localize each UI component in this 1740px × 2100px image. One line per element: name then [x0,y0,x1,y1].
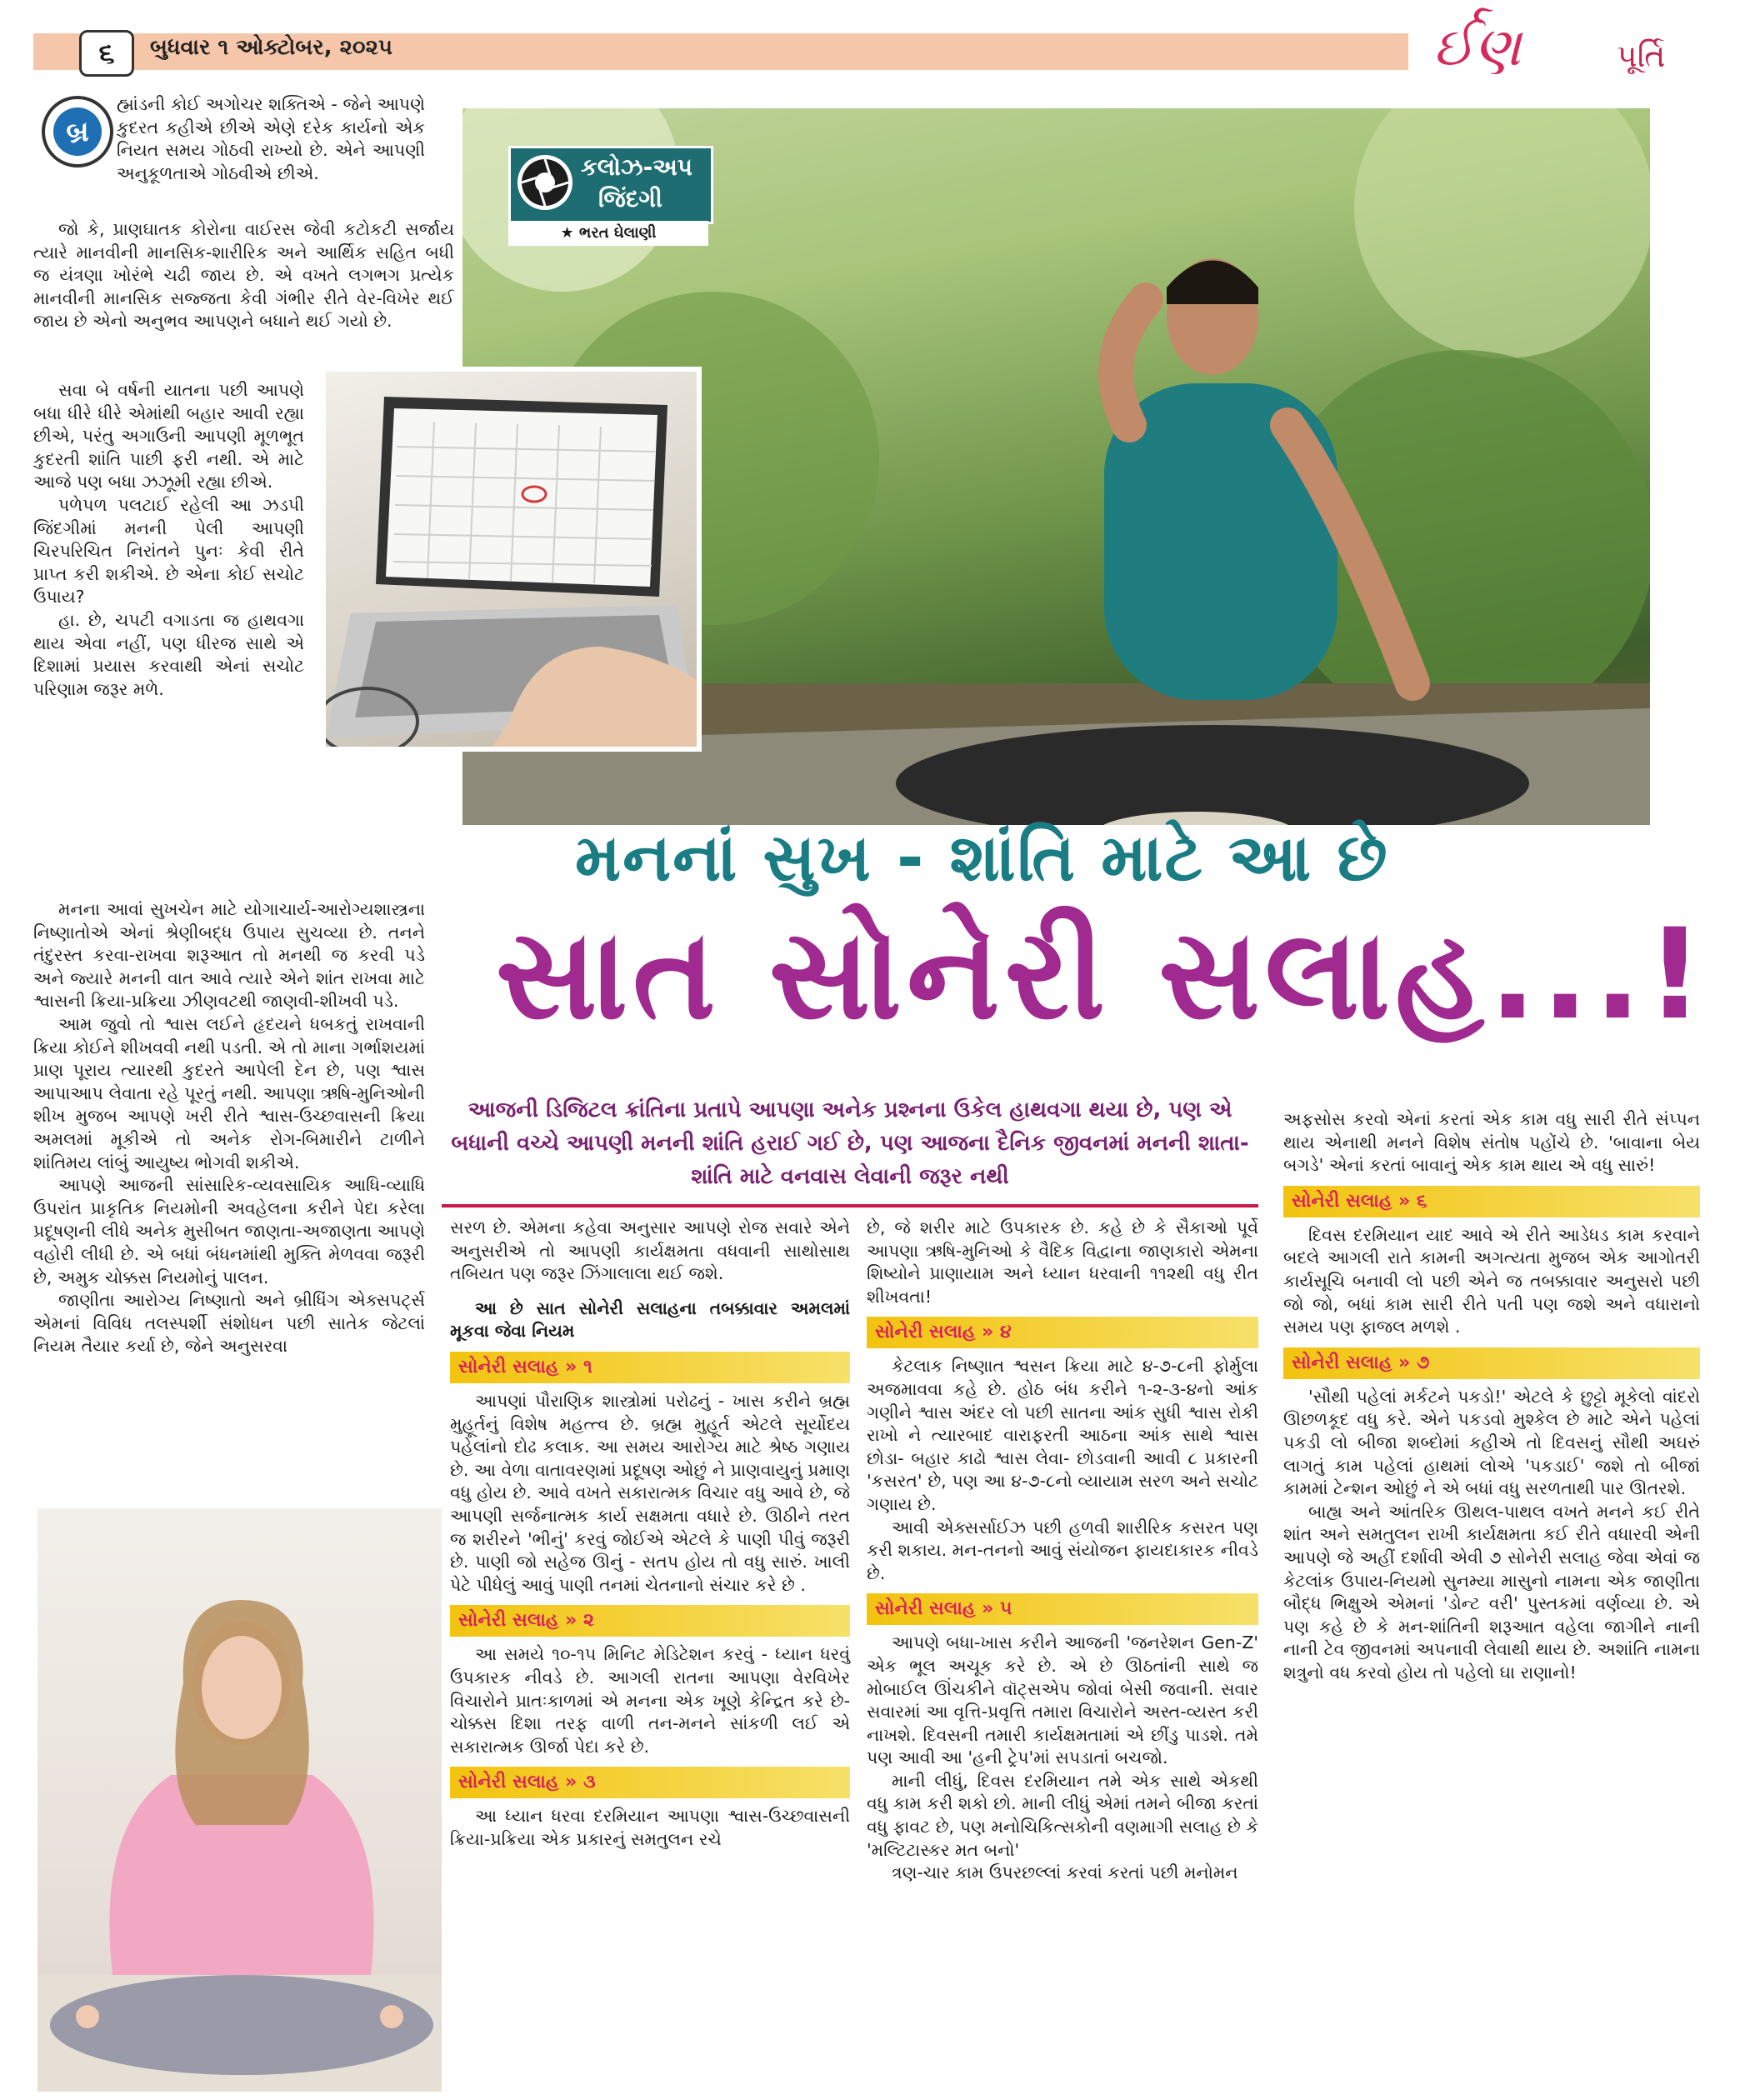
camera-aperture-icon [518,155,572,210]
paragraph: આપણે આજની સાંસારિક-વ્યવસાયિક આધિ-વ્યાધિ ઉપરાંત પ્રાકૃતિક નિયમોની અવહેલના કરીને પેદા કરેલા પ્રદૂષણની લીધે અનેક મુસીબત જાણતા-અજાણતા આપણે વહોરી લીધી છે. એ બધાં બંધનમાંથી મુક્તિ મેળવવા જરૂરી છે, અમુક ચોક્કસ નિયમોનું પાલન. [33,1175,425,1288]
dropcap-circle [42,96,113,168]
tip-heading-1: સોનેરી સલાહ » ૧ [450,1352,850,1383]
meditating-woman-photo [38,1508,442,2092]
page-number: ૬ [79,30,134,77]
headline-deck: આજની ડિજિટલ ક્રાંતિના પ્રતાપે આપણા અનેક પ્રશ્નના ઉકેલ હાથવગા થયા છે, પણ એ બધાની વચ્ચે આપણી મનની શાંતિ હરાઈ ગઈ છે, પણ આજના દૈનિક જીવનમાં મનની શાતા-શાંતિ માટે વનવાસ લેવાની જરૂર નથી [451,1098,1249,1189]
laptop-calendar-photo [321,367,702,752]
supplement-label: પૂર્તિ [1617,38,1666,74]
tip-heading-3: સોનેરી સલાહ » ૩ [450,1767,850,1798]
paragraph: છે, જે શરીર માટે ઉપકારક છે. કહે છે કે સૈકાઓ પૂર્વે આપણા ઋષિ-મુનિઓ કે વૈદિક વિદ્વાના જાણકારો એમના શિષ્યોને પ્રાણાયામ અને ધ્યાન ધરવાની ૧૧૨થી વધુ રીત શીખવતા! [867,1218,1258,1307]
paragraph: ત્રણ-ચાર કામ ઉપરછલ્લાં કરવાં કરતાં પછી મનોમન [892,1862,1238,1883]
tip-heading-7: સોનેરી સલાહ » ૭ [1283,1348,1700,1379]
paragraph: હ્માંડની કોઈ અગોચર શક્તિએ - જેને આપણે કુદરત કહીએ છીએ એણે દરેક કાર્યનો એક નિયત સમય ગોઠવી રાખ્યો છે. એને આપણી અનુકૂળતાએ ગોઠવીએ છીએ. [117,94,425,183]
article-col1-top [117,93,425,185]
column-title-line2: જિંદગી [598,185,662,212]
paragraph: પળેપળ પલટાઈ રહેલી આ ઝડપી જિંદગીમાં મનની પેલી આપણી ચિરપરિચિત નિરાંતને પુનઃ કેવી રીતે પ્રાપ્ત કરી શકીએ. છે એના કોઈ સચોટ ઉપાય? [33,494,304,608]
headline-kicker: મનનાં સુખ - શાંતિ માટે આ છે [575,821,1389,896]
article-col1-c [33,898,425,1358]
paragraph: માની લીધું, દિવસ દરમિયાન તમે એક સાથે એકથી વધુ કામ કરી શકો છો. માની લીધું એમાં તમને બીજા કરતાં વધુ ફાવટ છે, પણ મનોચિકિત્સકોની વણમાગી સલાહ છે કે 'મલ્ટિટાસ્કર મત બનો' [867,1770,1258,1860]
article-col1-a [33,218,454,333]
article-col3 [867,1217,1258,1885]
article-col1-b [33,379,304,701]
paragraph: મનના આવાં સુખચેન માટે યોગાચાર્ય-આરોગ્યશાસ્ત્રના નિષ્ણાતોએ એનાં શ્રેણીબદ્ધ ઉપાય સુચવ્યા છે. તનને તંદુરસ્ત કરવા-રાખવા શરૂઆત તો મનથી જ કરવી પડે અને જ્યારે મનની વાત આવે ત્યારે એને શાંત રાખવા માટે શ્વાસની ક્રિયા-પ્રક્રિયા ઝીણવટથી જાણવી-શીખવી પડે. [33,899,425,1012]
paragraph: બાહ્ય અને આંતરિક ઊથલ-પાથલ વખતે મનને કઈ રીતે શાંત અને સમતુલન રાખી કાર્યક્ષમતા કઈ રીતે વધારવી એની આપણે જે અહીં દર્શાવી એવી ૭ સોનેરી સલાહ જેવા એવાં જ કેટલાંક ઉપાય-નિયમો સુનમ્યા માસુનો નામના એક જાણીતા બૌદ્ધ ભિક્ષુએ એમનાં 'ડોન્ટ વરી' પુસ્તકમાં વર્ણવ્યા છે. એ પણ કહે છે કે મન-શાંતિની શરૂઆત વહેલા જાગીને નાની નાની ટેવ જીવનમાં અપનાવી લેવાથી થાય છે. અશાંતિ નામના શત્રુનો વધ કરવો હોય તો પહેલો ઘા રાણાનો! [1283,1501,1700,1682]
issue-date: બુધવાર ૧ ઓક્ટોબર, ૨૦૨૫ [150,35,392,60]
paragraph: 'સૌથી પહેલાં મર્કટને પકડો!' એટલે કે છુટ્ટો મૂકેલો વાંદરો ઊછળકૂદ વધુ કરે. એને પકડવો મુશ્કેલ છે માટે એને પહેલાં પકડી લો બીજા શબ્દોમાં કહીએ તો દિવસનું સૌથી અઘરું લાગતું કામ પહેલાં હાથમાં લોએ 'પકડાઈ' જશે તો બીજાં કામમાં ટેન્શન ઓછું ને એ બધાં વધુ સરળતાથી પાર ઊતરશે. [1283,1386,1700,1499]
tip-heading-5: સોનેરી સલાહ » ૫ [867,1593,1258,1625]
paragraph: સવા બે વર્ષની યાતના પછી આપણે બધા ધીરે ધીરે એમાંથી બહાર આવી રહ્યા છીએ, પરંતુ અગાઉની આપણી મૂળભૂત કુદરતી શાંતિ પાછી ફરી નથી. એ માટે આજે પણ બધા ઝઝૂમી રહ્યા છીએ. [33,380,304,492]
paragraph: દિવસ દરમિયાન યાદ આવે એ રીતે આડેધડ કામ કરવાને બદલે આગલી રાતે કામની અગત્યતા મુજબ એક આગોતરી કાર્યસૂચિ બનાવી લો પછી એને જ તબક્કાવાર અનુસરો પછી જો જો, બધાં કામ સારી રીતે પતી પણ જશે અને વધારાનો સમય પણ ફાજલ મળશે . [1283,1224,1700,1338]
paragraph: જો કે, પ્રાણઘાતક કોરોના વાઈરસ જેવી કટોકટી સર્જાય ત્યારે માનવીની માનસિક-શારીરિક અને આર્થિક સહિત બધી જ યંત્રણા ખોરંભે ચઢી જાય છે. એ વખતે લગભગ પ્રત્યેક માનવીની માનસિક સજ્જતા કેવી ગંભીર રીતે વેર-વિખેર થઈ જાય છે એનો અનુભવ આપણને બધાને થઈ ગયો છે. [33,219,454,332]
paragraph: આ સમયે ૧૦-૧૫ મિનિટ મેડિટેશન કરવું - ધ્યાન ધરવું ઉપકારક નીવડે છે. આગલી રાતના આપણા વેરવિખેર વિચારોને પ્રાતઃકાળમાં એ મનના એક ખૂણે કેન્દ્રિત કરે છે- ચોક્કસ દિશા તરફ વાળી તન-મનને સાંકળી લઈ એ સકારાત્મક ઊર્જા પેદા કરે છે. [450,1644,850,1757]
paragraph: હા. છે, ચપટી વગાડતા જ હાથવગા થાય એવા નહીં, પણ ધીરજ સાથે એ દિશામાં પ્રયાસ કરવાથી એનાં સચોટ પરિણામ જરૂર મળે. [33,609,304,699]
paragraph: આમ જુવો તો શ્વાસ લઈને હૃદયને ધબકતું રાખવાની ક્રિયા કોઈને શીખવવી નથી પડતી. એ તો માના ગર્ભાશયમાં પ્રાણ પૂરાય ત્યારથી કુદરતે આપેલી દેન છે, પણ શ્વાસ આપાઆપ લેવાતા રહે પૂરતું નથી. આપણા ઋષિ-મુનિઓની શીખ મુજબ આપણે ખરી રીતે શ્વાસ-ઉચ્છવાસની ક્રિયા અમલમાં મૂકીએ તો અનેક રોગ-બિમારીને ટાળીને શાંતિમય લાંબું આયુષ્ય ભોગવી શકીએ. [33,1013,425,1172]
tip-heading-6: સોનેરી સલાહ » ૬ [1283,1186,1700,1218]
article-col4 [1283,1108,1700,1684]
supplement-logo: ર્ઈણ [1433,17,1522,78]
paragraph: આવી એક્સર્સાઈઝ પછી હળવી શારીરિક કસરત પણ કરી શકાય. મન-તનનો આવું સંયોજન ફાયદાકારક નીવડે છે. [867,1517,1258,1583]
paragraph: કેટલાક નિષ્ણાત શ્વસન ક્રિયા માટે ૪-૭-૮ની ફોર્મુલા અજમાવવા કહે છે. હોઠ બંધ કરીને ૧-૨-૩-૪નો આંક ગણીને શ્વાસ અંદર લો પછી સાતના આંક સુધી શ્વાસ રોકી રાખો ને ત્યારબાદ વારાફરતી આઠના આંક સાથે શ્વાસ છોડા- બહાર કાઢો શ્વાસ લેવા- છોડવાની આવી ૮ પ્રકારની 'કસરત' છે, પણ આ ૪-૭-૮નો વ્યાયામ સરળ અને સચોટ ગણાય છે. [867,1356,1258,1514]
article-col2 [450,1217,850,1851]
paragraph: જાણીતા આરોગ્ય નિષ્ણાતો અને બ્રીધિંગ એક્સપર્ટ્સ એમનાં વિવિધ તલસ્પર્શી સંશોધન પછી સાતેક જેટલાં નિયમ તૈયાર કર્યા છે, જેને અનુસરવા [33,1290,425,1357]
paragraph: અફસોસ કરવો એનાં કરતાં એક કામ વધુ સારી રીતે સંપ્પન થાય એનાથી મનને વિશેષ સંતોષ પહોંચે છે. 'બાવાના બેય બગડે' એનાં કરતાં બાવાનું એક કામ થાય એ વધુ સારું! [1283,1109,1700,1176]
deck-divider [442,1204,1258,1208]
paragraph: આપણાં પૌરાણિક શાસ્ત્રોમાં પરોઢનું - ખાસ કરીને બ્રહ્મ મુહૂર્તનું વિશેષ મહત્ત્વ છે. બ્રહ્મ મુહૂર્ત એટલે સૂર્યોદય પહેલાંનો દોઢ કલાક. આ સમય આરોગ્ય માટે શ્રેષ્ઠ ગણાય છે. આ વેળા વાતાવરણમાં પ્રદૂષણ ઓછું ને પ્રાણવાયુનું પ્રમાણ વધુ હોય છે. આવે વખતે સકારાત્મક વિચાર વધુ આવે છે, જે આપણી સર્જનાત્મક કાર્ય સક્ષમતા વધારે છે. ઊઠીને તરત જ શરીરને 'ભીનું' કરવું જોઈએ એટલે કે પાણી પીવું જરૂરી છે. પાણી જો સહેજ ઊનું - સતપ હોય તો વધુ સારું. ખાલી પેટે પીધેલું આવું પાણી તનમાં ચેતનાનો સંચાર કરે છે . [450,1390,850,1595]
paragraph: આપણે બધા-ખાસ કરીને આજની 'જનરેશન Gen-Z' એક ભૂલ અચૂક કરે છે. એ છે ઊઠતાંની સાથે જ મોબાઈલ ઊંચકીને વૉટ્સએપ જોવાં બેસી જવાની. સવાર સવારમાં આ વૃત્તિ-પ્રવૃત્તિ તમારા વિચારોને અસ્ત-વ્યસ્ત કરી નાખશે. દિવસની તમારી કાર્યક્ષમતામાં એ છીંડુ પાડશે. તમે પણ આવી આ 'હની ટ્રેપ'માં સપડાતાં બચજો. [867,1632,1258,1768]
lead-paragraph: આ છે સાત સોનેરી સલાહના તબક્કાવાર અમલમાં મૂકવા જેવા નિયમ [450,1298,850,1342]
author-byline: ★ ભરત ઘેલાણી [508,221,708,246]
column-badge [508,146,708,246]
tip-heading-2: સોનેરી સલાહ » ૨ [450,1605,850,1637]
paragraph: આ ધ્યાન ધરવા દરમિયાન આપણા શ્વાસ-ઉચ્છવાસની ક્રિયા-પ્રક્રિયા એક પ્રકારનું સમતુલન રચે [450,1806,850,1849]
paragraph: સરળ છે. એમના કહેવા અનુસાર આપણે રોજ સવારે એને અનુસરીએ તો આપણી કાર્યક્ષમતા વધવાની સાથોસાથ તબિયત પણ જરૂર ઝિંગાલાલા થઈ જશે. [450,1218,850,1284]
tip-heading-4: સોનેરી સલાહ » ૪ [867,1317,1258,1348]
column-title-line1: કલોઝ-અપ [581,153,692,181]
dropcap: બ્ર [53,108,102,156]
headline-main: સાત સોનેરી સલાહ...! [496,902,1708,1048]
